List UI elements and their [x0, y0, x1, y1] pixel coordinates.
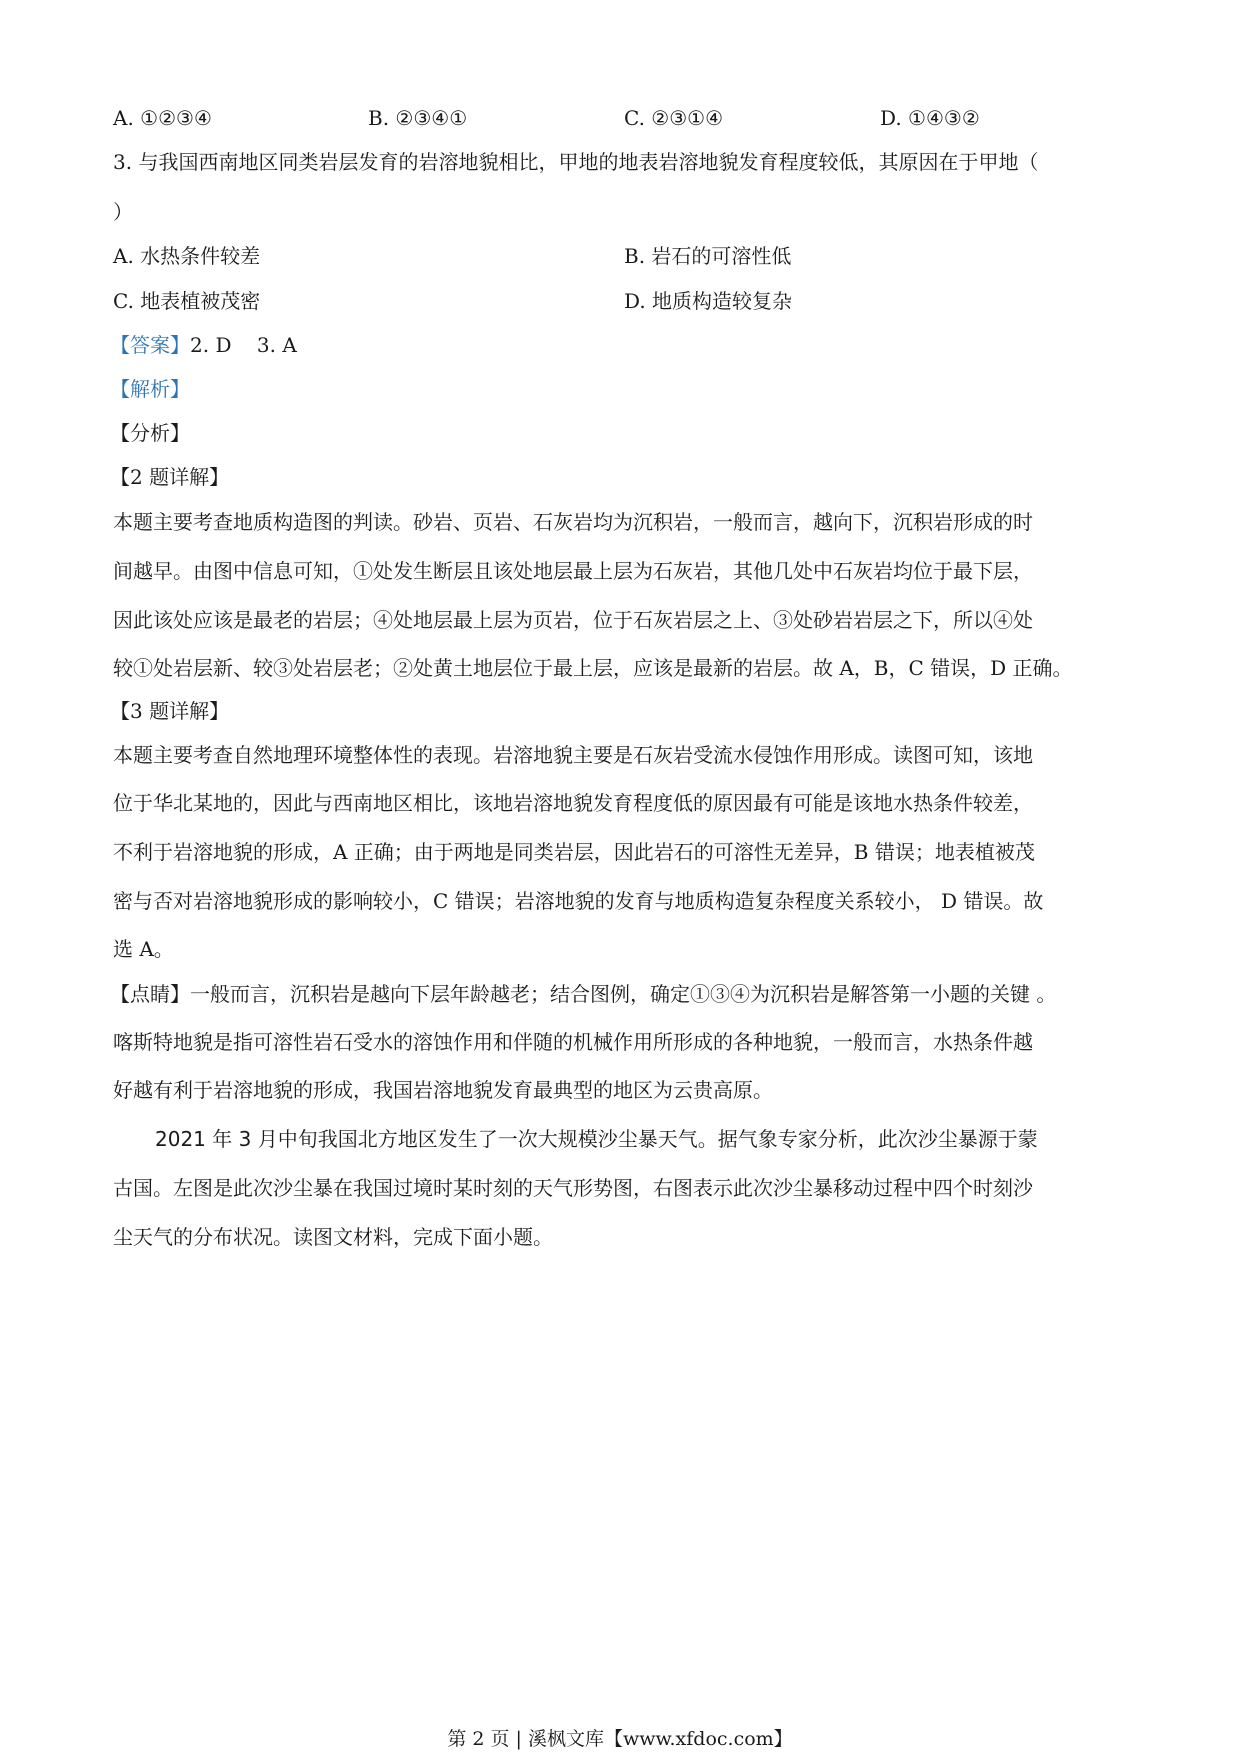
page-footer: 第 2 页 | 溪枫文库【www.xfdoc.com】 [447, 1728, 793, 1750]
passage-line-3: 尘天气的分布状况。读图文材料，完成下面小题。 [113, 1225, 553, 1249]
detail3-label: 【3 题详解】 [110, 699, 230, 723]
q2-option-b: B. ②③④① [368, 106, 468, 130]
analysis-label: 【解析】 [110, 377, 190, 401]
detail3-line: 位于华北某地的，因此与西南地区相比，该地岩溶地貌发育程度低的原因最有可能是该地水热条件较差， [113, 791, 1033, 815]
passage-line-2: 古国。左图是此次沙尘暴在我国过境时某时刻的天气形势图，右图表示此次沙尘暴移动过程中四个时刻沙 [113, 1176, 1033, 1200]
dianjing-line-2: 喀斯特地貌是指可溶性岩石受水的溶蚀作用和伴随的机械作用所形成的各种地貌，一般而言，水热条件越 [113, 1030, 1033, 1054]
dianjing-line-3: 好越有利于岩溶地貌的形成，我国岩溶地貌发育最典型的地区为云贵高原。 [113, 1078, 773, 1102]
q3-option-d: D. 地质构造较复杂 [624, 289, 793, 313]
detail3-line: 不利于岩溶地貌的形成，A 正确；由于两地是同类岩层，因此岩石的可溶性无差异，B 错误；地表植被茂 [113, 840, 1035, 864]
q3-option-b: B. 岩石的可溶性低 [624, 244, 792, 268]
detail2-line: 较①处岩层新、较③处岩层老；②处黄土地层位于最上层，应该是最新的岩层。故 A，B，C 错误，D 正确。 [113, 656, 1073, 680]
q2-option-c: C. ②③①④ [624, 106, 724, 130]
dianjing-line-1 [110, 980, 1140, 1008]
detail2-line: 本题主要考查地质构造图的判读。砂岩、页岩、石灰岩均为沉积岩，一般而言，越向下，沉积岩形成的时 [113, 510, 1033, 534]
q3-stem-line-1: 3. 与我国西南地区同类岩层发育的岩溶地貌相比，甲地的地表岩溶地貌发育程度较低，其原因在于甲地（ [113, 150, 1039, 174]
detail2-line: 因此该处应该是最老的岩层；④处地层最上层为页岩，位于石灰岩层之上、③处砂岩岩层之下，所以④处 [113, 608, 1033, 632]
detail2-line: 间越早。由图中信息可知，①处发生断层且该处地层最上层为石灰岩，其他几处中石灰岩均位于最下层， [113, 559, 1033, 583]
q3-stem-line-2: ） [113, 200, 133, 224]
answer-text: 2. D 3. A [190, 333, 297, 357]
q3-option-a: A. 水热条件较差 [113, 244, 261, 268]
dianjing-text: 一般而言，沉积岩是越向下层年龄越老；结合图例，确定①③④为沉积岩是解答第一小题的关键 。 [190, 982, 1057, 1006]
dianjing-label: 【点睛】 [110, 982, 190, 1006]
q2-option-a: A. ①②③④ [113, 106, 212, 130]
q2-option-d: D. ①④③② [880, 106, 980, 130]
detail3-line: 本题主要考查自然地理环境整体性的表现。岩溶地貌主要是石灰岩受流水侵蚀作用形成。读图可知，该地 [113, 743, 1033, 767]
detail2-label: 【2 题详解】 [110, 465, 230, 489]
fenxi-label: 【分析】 [110, 421, 190, 445]
answer-line [110, 331, 1140, 359]
q3-option-c: C. 地表植被茂密 [113, 289, 261, 313]
answer-label: 【答案】 [110, 333, 190, 357]
detail3-line: 密与否对岩溶地貌形成的影响较小，C 错误；岩溶地貌的发育与地质构造复杂程度关系较小， D 错误。故 [113, 889, 1044, 913]
detail3-line: 选 A。 [113, 937, 174, 961]
passage-line-1: 2021 年 3 月中旬我国北方地区发生了一次大规模沙尘暴天气。据气象专家分析，此次沙尘暴源于蒙 [155, 1127, 1038, 1151]
